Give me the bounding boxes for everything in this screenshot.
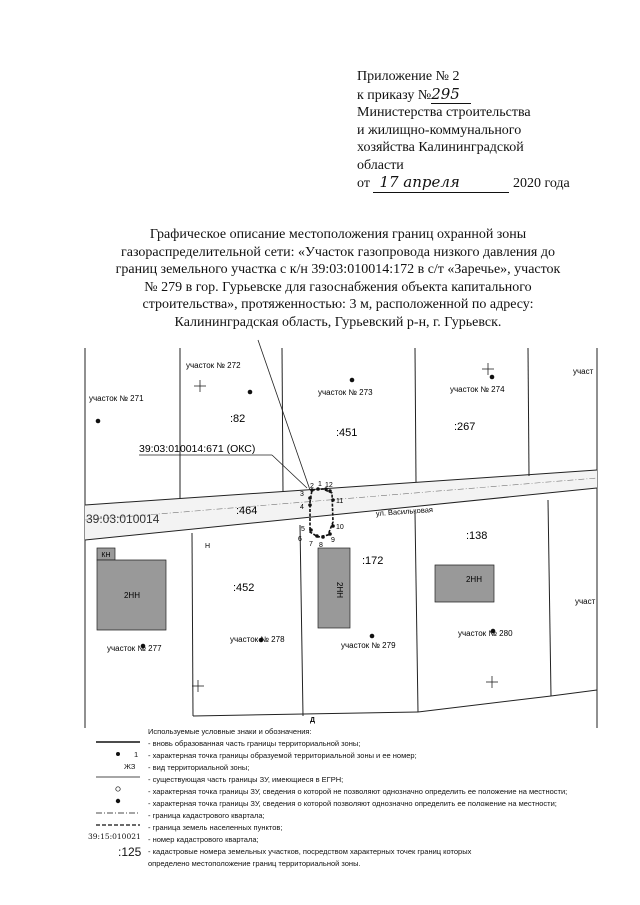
ministry-line-1: Министерства строительства <box>357 105 531 120</box>
legend-item-zone-type: - вид территориальной зоны; <box>148 763 250 772</box>
plot-label-edge-top: участ <box>573 367 594 376</box>
parcel-172: :172 <box>362 555 384 567</box>
parcel-267: :267 <box>454 421 476 433</box>
legend-item-parcel-numbers-cont: определено местоположение границ территориальной зоны. <box>148 859 361 868</box>
point-5: 5 <box>301 526 305 533</box>
legend-symbol-parcel: :125 <box>118 845 142 859</box>
street-label: ул. Васильковая <box>375 505 434 518</box>
legend-title: Используемые условные знаки и обозначения: <box>148 727 312 736</box>
order-number: 295 <box>431 86 471 105</box>
legend-item-settlement-border: - граница земель населенных пунктов; <box>148 823 283 832</box>
point-11: 11 <box>336 498 344 505</box>
plot-label-272: участок № 272 <box>186 361 241 370</box>
title-line-5: строительства», протяженностью: 3 м, расположенной по адресу: <box>142 297 534 312</box>
date-line <box>357 174 627 193</box>
point-7: 7 <box>309 541 313 548</box>
title-line-3: границ земельного участка с к/н 39:03:010014:172 в с/т «Заречье», участок <box>115 262 561 277</box>
oks-label: 39:03:010014:671 (ОКС) <box>139 443 256 455</box>
ministry-line-4: области <box>357 157 404 173</box>
marker-n: Н <box>205 543 211 550</box>
building-label-1: 2НН <box>123 591 141 600</box>
legend-symbol-quarter: 39:15:010021 <box>88 832 141 841</box>
parcel-451: :451 <box>336 427 358 439</box>
plot-label-277: участок № 277 <box>107 644 162 653</box>
point-4: 4 <box>300 504 304 511</box>
legend-item-quarter-border: - граница кадастрового квартала; <box>148 811 265 820</box>
legend-item-point: - характерная точка границы образуемой территориальной зоны и ее номер; <box>148 751 417 760</box>
plot-label-278: участок № 278 <box>230 635 285 644</box>
legend-item-point-certain: - характерная точка границы ЗУ, сведения о которой позволяют однозначно определить ее положение на местности; <box>148 799 557 808</box>
title-line-1: Графическое описание местоположения границ охранной зоны <box>149 227 527 242</box>
plot-label-273: участок № 273 <box>318 388 373 397</box>
legend-item-point-uncertain: - характерная точка границы ЗУ, сведения о которой не позволяют однозначно определить ее положение на местности; <box>148 787 568 796</box>
building-label-kn: КН <box>101 552 111 559</box>
point-1: 1 <box>318 481 322 488</box>
point-12: 12 <box>325 482 333 489</box>
point-10: 10 <box>336 524 344 531</box>
legend-symbol-zone-type: ЖЗ <box>124 762 136 771</box>
date-handwritten: 17 апреля <box>373 174 509 193</box>
point-3: 3 <box>300 491 304 498</box>
legend-item-parcel-numbers: - кадастровые номера земельных участков, посредством характерных точек границ которых <box>148 847 472 856</box>
svg-text:Д: Д <box>310 717 315 724</box>
quarter-number: 39:03:010014 <box>86 512 160 526</box>
plot-label-271: участок № 271 <box>89 394 144 403</box>
building-label-2: 2НН <box>335 581 344 599</box>
parcel-464: :464 <box>236 505 258 517</box>
building-label-3: 2НН <box>465 575 483 584</box>
ministry-line-3: хозяйства Калининградской <box>357 140 524 155</box>
parcel-82: :82 <box>230 413 246 425</box>
point-9: 9 <box>331 537 335 544</box>
point-2: 2 <box>310 483 314 490</box>
parcel-452: :452 <box>233 582 255 594</box>
point-6: 6 <box>298 536 302 543</box>
title-line-2: газораспределительной сети: «Участок газопровода низкого давления до <box>121 244 555 260</box>
plot-label-edge-right: участ <box>575 597 596 606</box>
date-prefix: от <box>357 176 370 191</box>
legend-item-quarter-number: - номер кадастрового квартала; <box>148 835 259 844</box>
legend-item-new-border: - вновь образованная часть границы территориальной зоны; <box>148 739 361 748</box>
parcel-138: :138 <box>466 530 488 542</box>
legend-item-existing-border: - существующая часть границы ЗУ, имеющиеся в ЕГРН; <box>148 775 344 784</box>
appendix-block <box>357 68 627 193</box>
legend-symbol-point-number: 1 <box>134 750 139 759</box>
date-year: 2020 года <box>512 176 570 191</box>
title-line-4: № 279 в гор. Гурьевске для газоснабжения объекта капитального <box>144 279 532 295</box>
title-line-6: Калининградская область, Гурьевский р-н, г. Гурьевск. <box>174 314 502 330</box>
plot-label-280: участок № 280 <box>458 629 513 638</box>
document-title <box>80 226 596 331</box>
point-8: 8 <box>319 542 323 549</box>
order-prefix: к приказу № <box>357 87 432 103</box>
order-line <box>357 86 627 105</box>
plot-label-279: участок № 279 <box>341 641 396 650</box>
ministry-line-2: и жилищно-коммунального <box>357 122 522 138</box>
plot-label-274: участок № 274 <box>450 385 505 394</box>
appendix-title: Приложение № 2 <box>357 69 460 84</box>
